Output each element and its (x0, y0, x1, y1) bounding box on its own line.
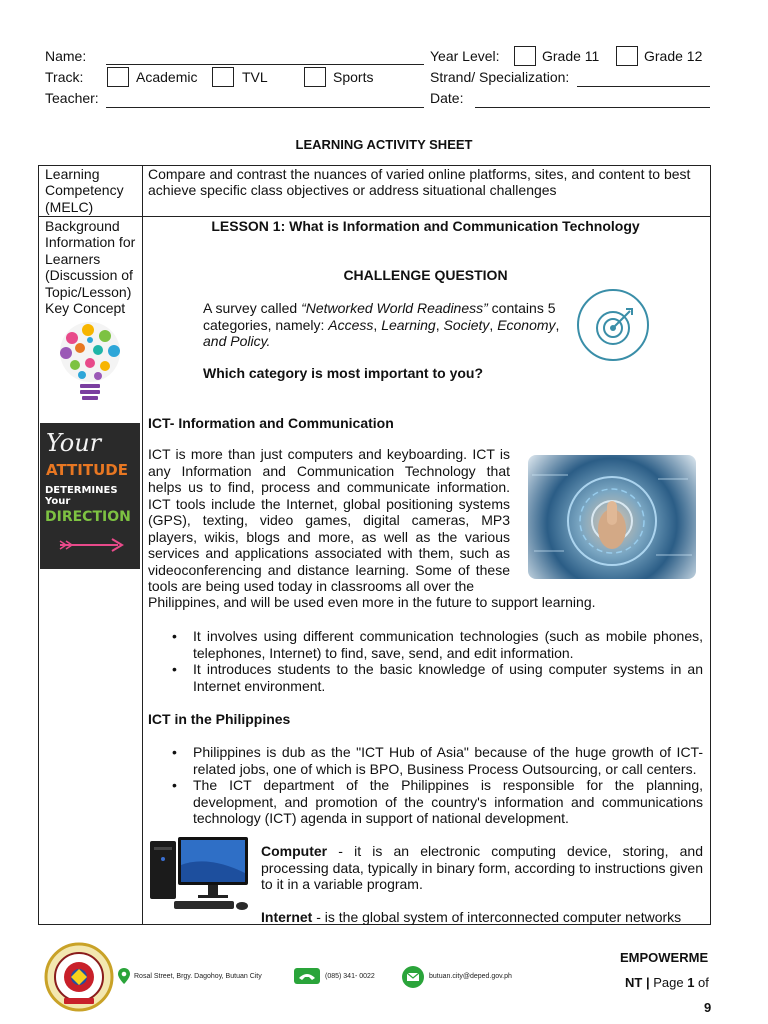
footer-page-info: NT | Page 1 of (625, 975, 709, 990)
challenge-question: Which category is most important to you? (203, 365, 484, 381)
email-icon (402, 966, 424, 988)
list-item: • Philippines is dub as the "ICT Hub of Asia" because of the huge growth of ICT-related jobs, one of which is BPO, Business Process Outsourcing, or call centers. (168, 744, 703, 777)
lesson-title: LESSON 1: What is Information and Communication Technology (211, 218, 640, 234)
city-seal-logo (44, 942, 114, 1012)
attitude-poster (40, 423, 140, 569)
ph-heading: ICT in the Philippines (148, 711, 291, 727)
tvl-checkbox[interactable] (212, 67, 234, 87)
computer-image (148, 835, 252, 915)
tvl-label: TVL (242, 69, 268, 85)
poster-your: Your (46, 429, 102, 457)
phone-icon (294, 968, 320, 984)
year-level-label: Year Level: (430, 48, 500, 64)
footer-address: Rosal Street, Brgy. Dagohoy, Butuan City (134, 973, 262, 980)
target-icon (576, 288, 650, 362)
academic-label: Academic (136, 69, 198, 85)
date-field[interactable] (475, 107, 710, 108)
strand-label: Strand/ Specialization: (430, 69, 570, 85)
ict-paragraph-end: Philippines, and will be used even more in the future to support learning. (148, 594, 596, 610)
ph-bullet-list (168, 744, 703, 827)
name-label: Name: (45, 48, 87, 64)
strand-field[interactable] (577, 86, 710, 87)
footer-subject: EMPOWERME (620, 950, 709, 965)
ict-heading: ICT- Information and Communication (148, 415, 394, 431)
list-item: • It involves using different communication technologies (such as mobile phones, telephones, Internet) to find, save, send, and edit information. (168, 628, 703, 661)
location-icon (118, 968, 130, 984)
poster-determines: DETERMINES Your (45, 485, 118, 507)
poster-direction: DIRECTION (45, 509, 131, 525)
grade12-label: Grade 12 (644, 48, 703, 64)
melc-text: Compare and contrast the nuances of varied online platforms, sites, and content to best achieve specific class objectives or address situational challenges (148, 166, 691, 198)
grade11-label: Grade 11 (542, 48, 600, 64)
computer-definition: Computer - it is an electronic computing device, storing, and processing data, typically in binary form, according to instructions given to it in a variable program. (261, 843, 703, 892)
footer-phone: (085) 341- 0022 (325, 973, 375, 980)
list-item: • It introduces students to the basic knowledge of using computer systems in an Internet environment. (168, 661, 703, 694)
survey-text: A survey called “Networked World Readiness” contains 5 categories, namely: Access, Learning, Society, Economy, and Policy. (203, 300, 560, 349)
internet-definition: Internet - is the global system of interconnected computer networks (261, 909, 682, 925)
ict-paragraph: ICT is more than just computers and keyboarding. ICT is any Information and Communication Technology that helps us to find, process and communicate information. ICT tools include the Internet, global positioning systems (GPS), texting, video games, digital cameras, MP3 players, wikis, blogs and more, as well as the various services and applications associated with them, such as videoconferencing and distance learning. Some of these tools are being used today in classrooms all over the (148, 446, 510, 594)
lightbulb-icon (42, 318, 138, 406)
footer-total-pages: 9 (704, 1000, 712, 1015)
ict-bullet-list (168, 628, 703, 694)
track-label: Track: (45, 69, 84, 85)
grade11-checkbox[interactable] (514, 46, 536, 66)
academic-checkbox[interactable] (107, 67, 129, 87)
background-label: Background Information for Learners (Discussion of Topic/Lesson) Key Concept (45, 218, 136, 317)
list-item: • The ICT department of the Philippines is responsible for the planning, development, and promotion of the country's information and communications technology (ICT) agenda in support of national development. (168, 777, 703, 827)
ict-hand-image (528, 455, 696, 579)
challenge-heading: CHALLENGE QUESTION (343, 267, 508, 283)
poster-attitude: ATTITUDE (46, 461, 128, 479)
footer-email: butuan.city@deped.gov.ph (429, 973, 512, 980)
sports-checkbox[interactable] (304, 67, 326, 87)
date-label: Date: (430, 90, 464, 106)
sports-label: Sports (333, 69, 374, 85)
teacher-label: Teacher: (45, 90, 99, 106)
page-title: LEARNING ACTIVITY SHEET (295, 137, 473, 152)
teacher-field[interactable] (106, 107, 424, 108)
grade12-checkbox[interactable] (616, 46, 638, 66)
arrow-icon (56, 537, 126, 553)
row-divider (38, 216, 711, 217)
melc-label: Learning Competency (MELC) (45, 166, 124, 215)
name-field[interactable] (106, 64, 424, 65)
column-divider (142, 165, 143, 925)
